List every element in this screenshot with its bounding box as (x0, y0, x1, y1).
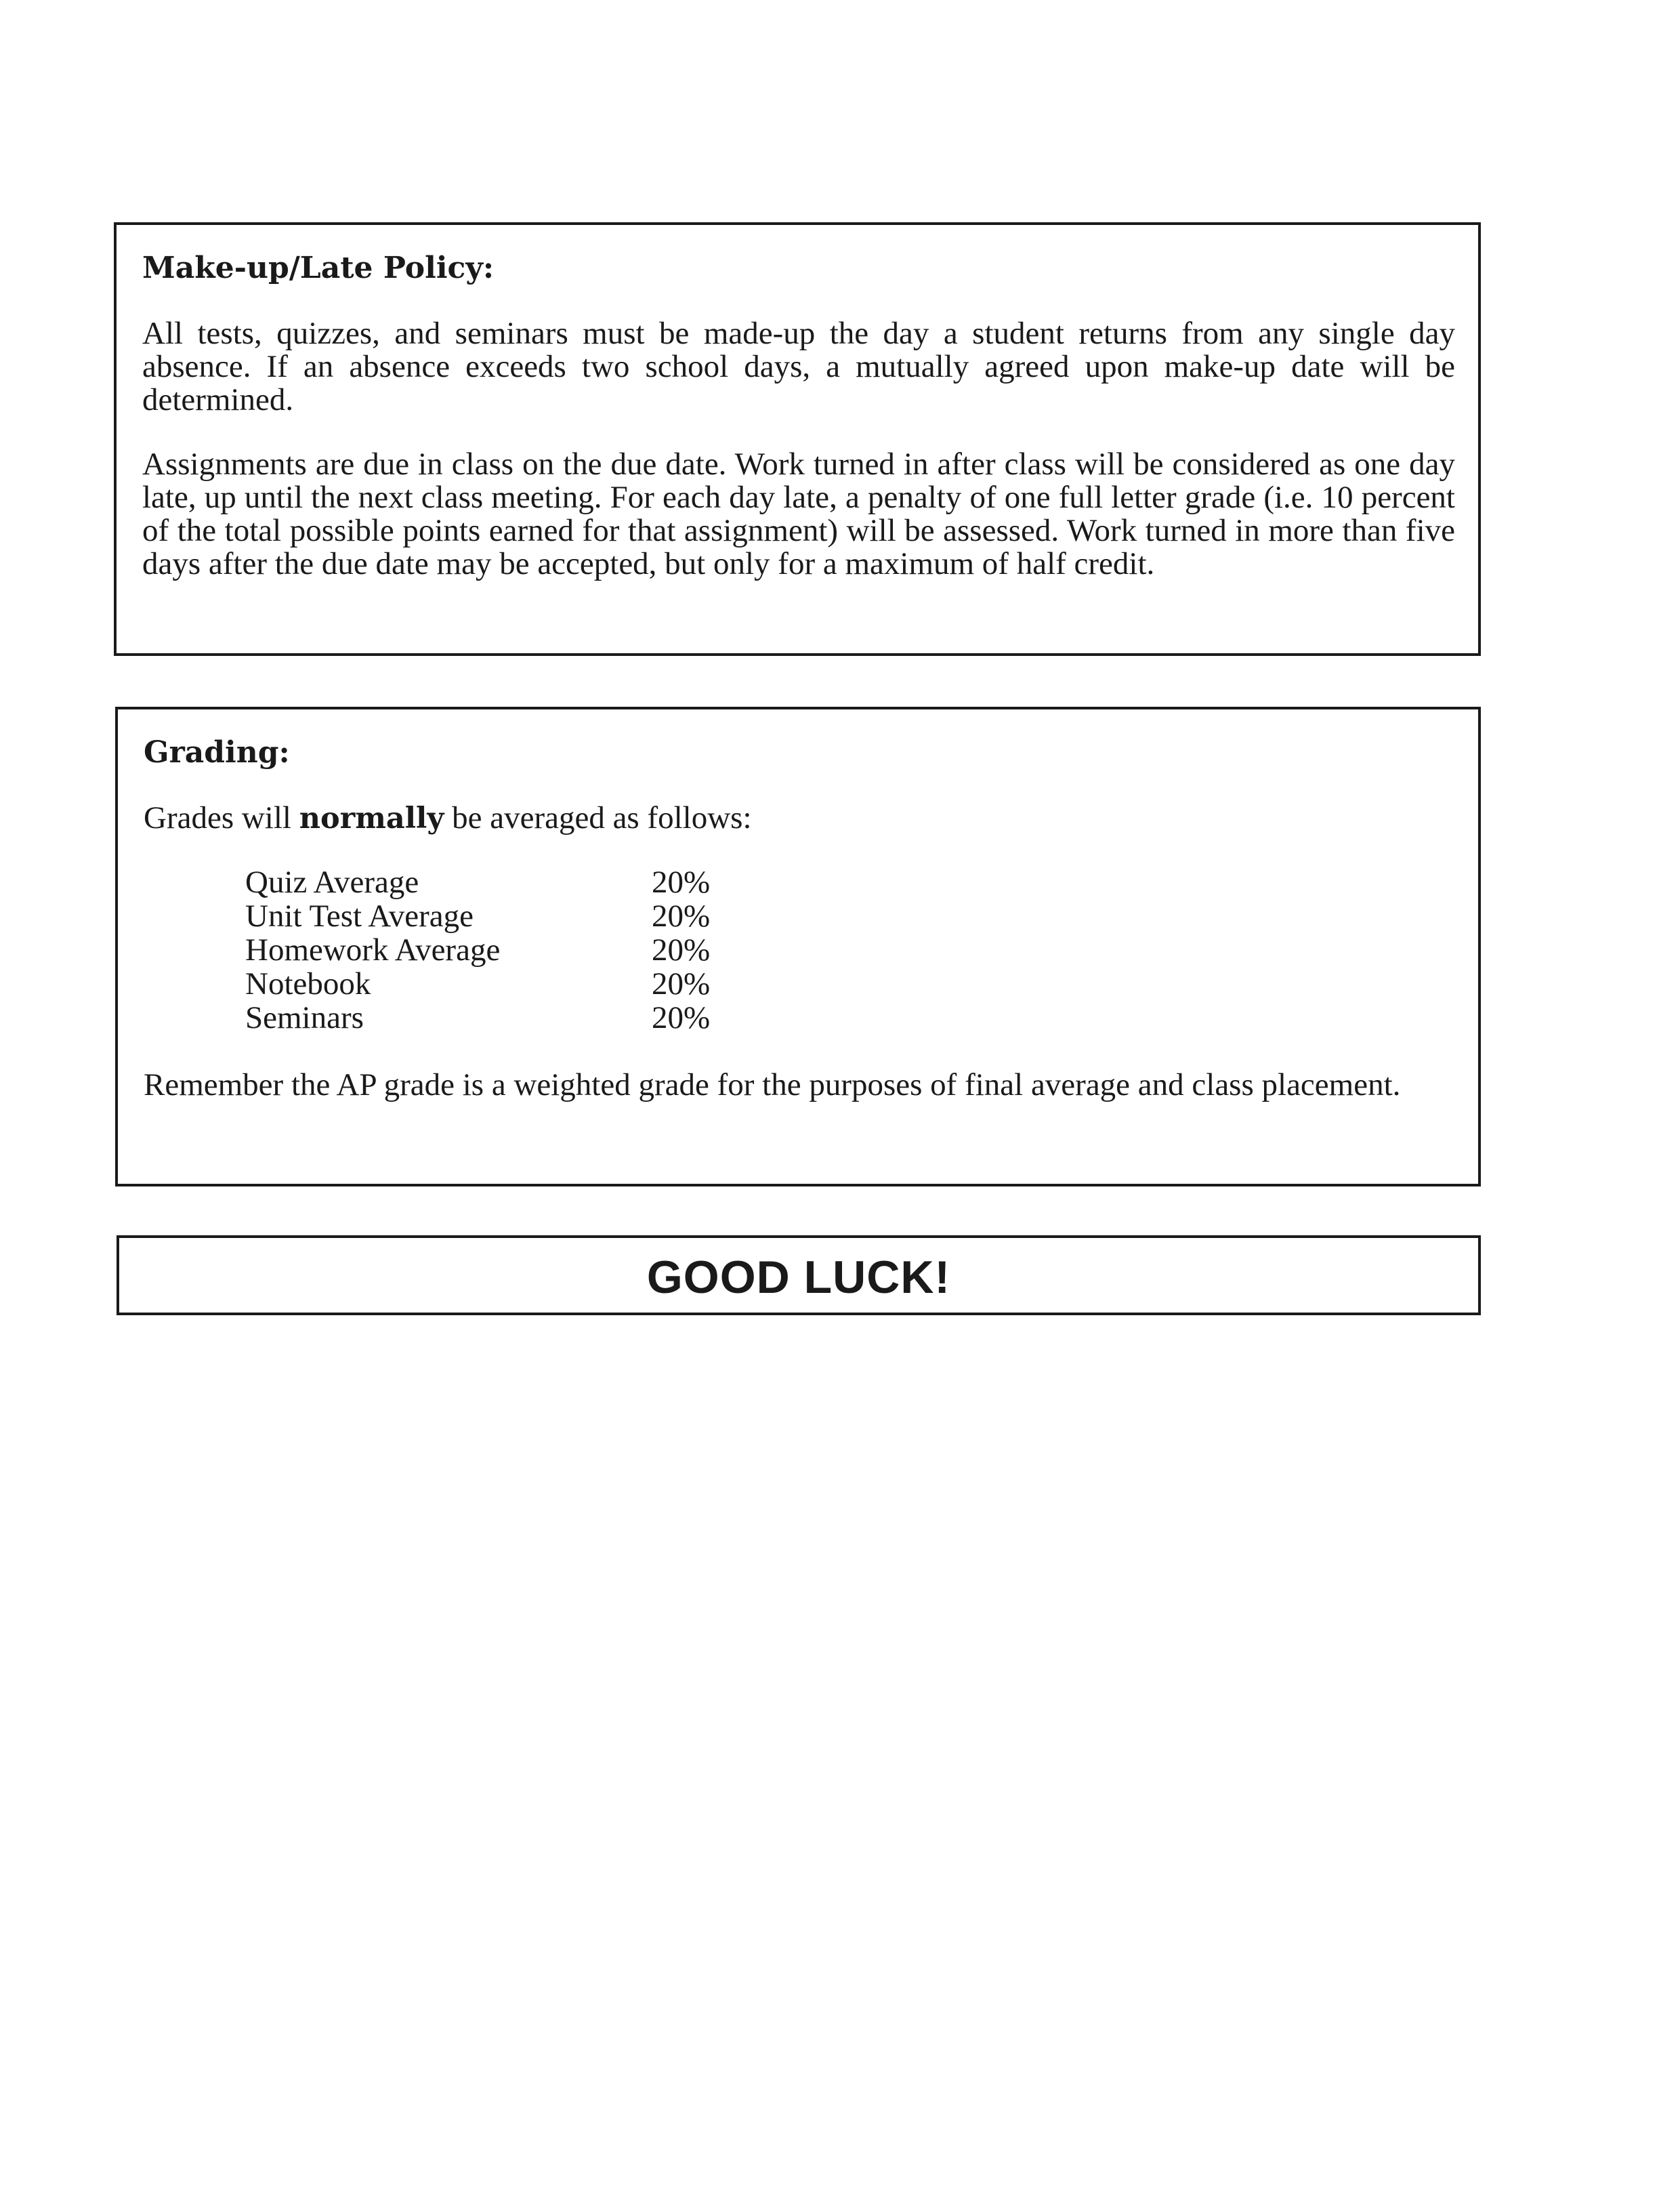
grade-category-weight: 20% (652, 966, 711, 1002)
grade-category-label: Quiz Average (245, 865, 419, 900)
grading-section (115, 707, 1481, 1186)
grade-category-weight: 20% (652, 1000, 711, 1035)
table-row (245, 899, 710, 933)
grade-category-weight: 20% (652, 899, 711, 934)
table-row (245, 967, 710, 1001)
late-policy-paragraph-assignments: Assignments are due in class on the due date. Work turned in after class will be considered as one day late, up until the next class meeting. For each day late, a penalty of one full letter grade (i.e. 10 percent of the total possible points earned for that assignment) will be assessed. Work turned in more than five days after the due date may be accepted, but only for a maximum of half credit. (142, 447, 1455, 581)
grading-note: Remember the AP grade is a weighted grade for the purposes of final average and class placement. (144, 1067, 1401, 1102)
grading-intro-emphasis: normally (299, 802, 444, 835)
grade-category-weight: 20% (652, 932, 711, 968)
table-row (245, 1001, 710, 1035)
grading-intro-end: be averaged as follows: (444, 800, 752, 835)
closing-banner (117, 1235, 1481, 1315)
grade-category-label: Unit Test Average (245, 899, 474, 934)
late-policy-heading: Make-up/Late Policy: (142, 251, 495, 285)
closing-message: GOOD LUCK! (646, 1252, 951, 1303)
late-policy-section (114, 222, 1481, 656)
late-policy-paragraph-makeup: All tests, quizzes, and seminars must be made-up the day a student returns from any single day absence. If an absence exceeds two school days, a mutually agreed upon make-up date will be determined. (142, 316, 1455, 417)
table-row (245, 933, 710, 967)
table-row (245, 865, 710, 899)
grade-category-weight: 20% (652, 865, 711, 900)
grade-category-label: Notebook (245, 966, 371, 1002)
grade-category-label: Seminars (245, 1000, 364, 1035)
grading-heading: Grading: (144, 735, 290, 770)
grade-weights-table (245, 865, 710, 1035)
grading-intro-start: Grades will (144, 800, 299, 835)
grade-category-label: Homework Average (245, 932, 501, 968)
grading-intro (144, 802, 1455, 835)
